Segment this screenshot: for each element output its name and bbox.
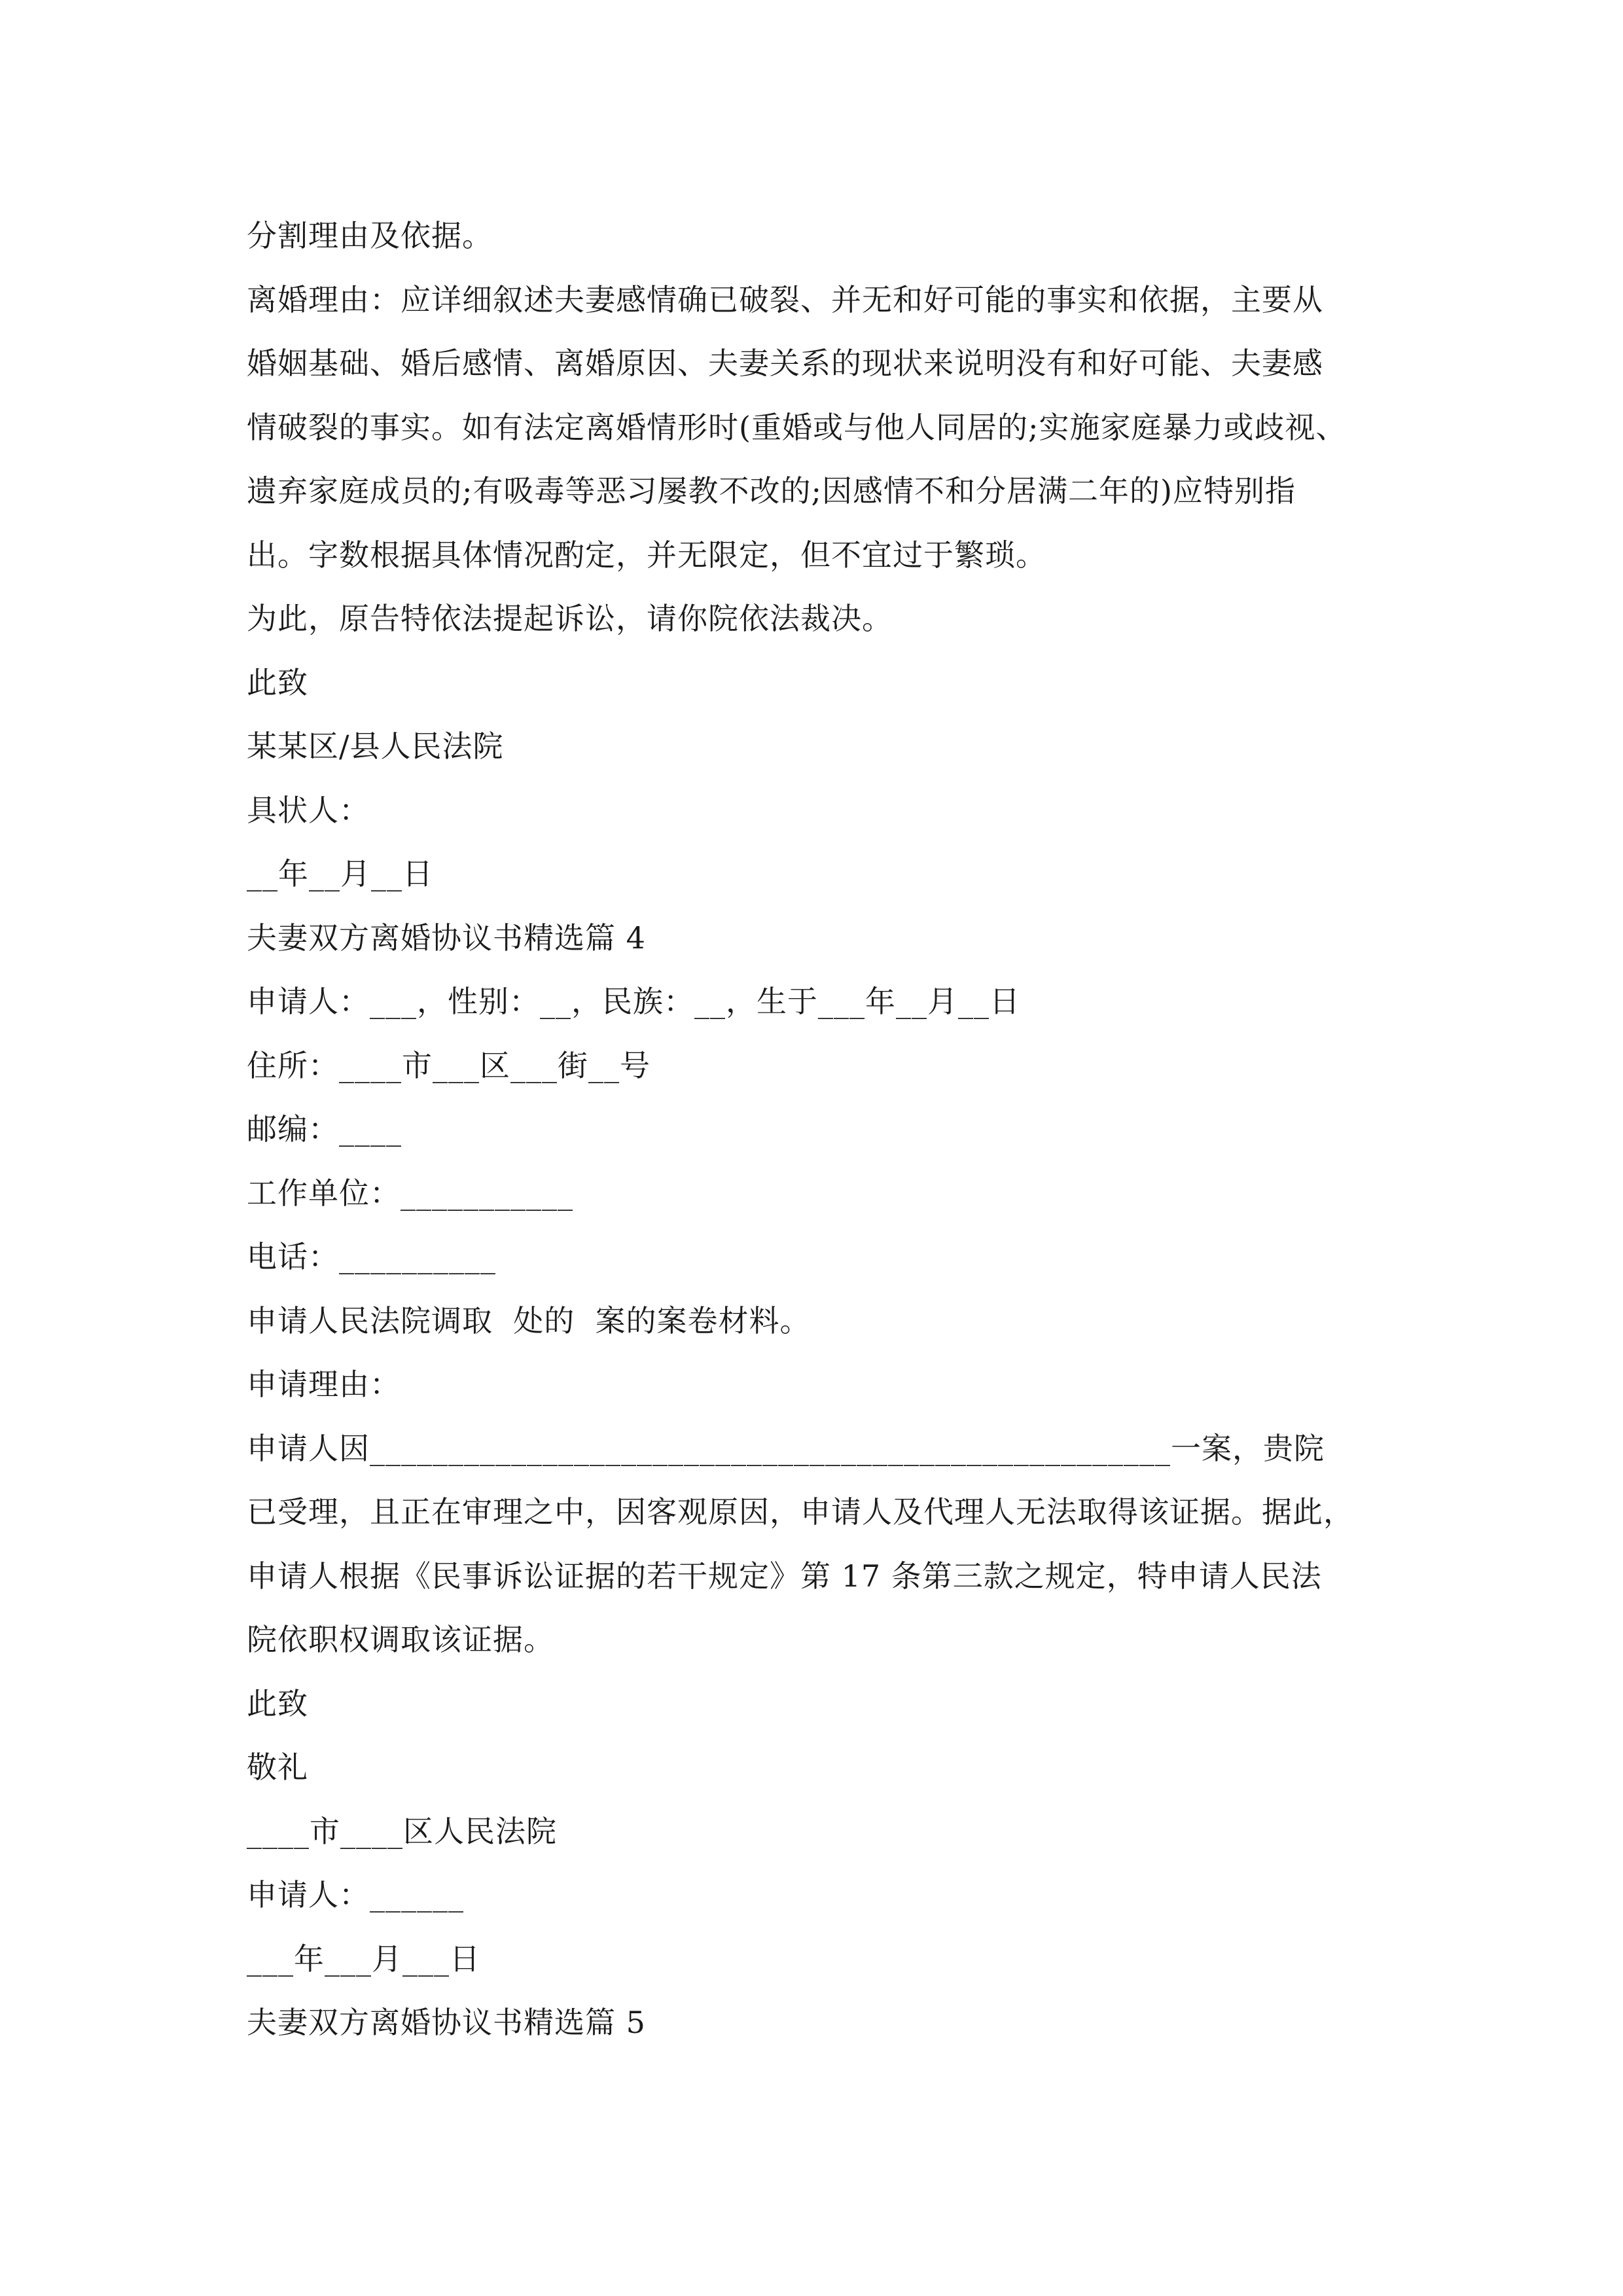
- text-line: 此致: [247, 664, 308, 700]
- text-line: ____市____区人民法院: [247, 1813, 557, 1849]
- text-line: 情破裂的事实。如有法定离婚情形时(重婚或与他人同居的;实施家庭暴力或歧视、: [247, 409, 1347, 445]
- text-line: 申请人民法院调取 处的 案的案卷材料。: [247, 1302, 811, 1338]
- text-line: 住所：____市___区___街__号: [247, 1047, 651, 1083]
- text-line: __年__月__日: [247, 856, 433, 891]
- text-line: 电话：__________: [247, 1239, 496, 1274]
- text-line: 申请人因___________________________________________________一案，贵院: [247, 1430, 1325, 1466]
- text-line: 邮编：____: [247, 1111, 402, 1147]
- text-line: 某某区/县人民法院: [247, 728, 504, 764]
- text-line: 分割理由及依据。: [247, 218, 493, 253]
- text-line: 为此，原告特依法提起诉讼，请你院依法裁决。: [247, 601, 893, 636]
- text-line: 工作单位：___________: [247, 1175, 573, 1211]
- text-line: 离婚理由：应详细叙述夫妻感情确已破裂、并无和好可能的事实和依据，主要从: [247, 281, 1323, 317]
- text-line: 院依职权调取该证据。: [247, 1622, 554, 1657]
- text-line: 申请人根据《民事诉讼证据的若干规定》第 17 条第三款之规定，特申请人民法: [247, 1558, 1322, 1594]
- text-line: 敬礼: [247, 1749, 308, 1785]
- text-line: 此致: [247, 1685, 308, 1721]
- text-line: ___年___月___日: [247, 1941, 480, 1977]
- text-line: 申请理由：: [247, 1367, 401, 1402]
- text-line: 具状人：: [247, 792, 370, 828]
- text-line: 申请人：___，性别：__，民族：__，生于___年__月__日: [247, 984, 1020, 1019]
- section-heading: 夫妻双方离婚协议书精选篇 4: [247, 920, 646, 956]
- text-line: 申请人：______: [247, 1877, 464, 1912]
- text-line: 出。字数根据具体情况酌定，并无限定，但不宜过于繁琐。: [247, 537, 1046, 573]
- document-body: [247, 204, 1379, 2055]
- section-heading: 夫妻双方离婚协议书精选篇 5: [247, 2005, 646, 2040]
- text-line: 遗弃家庭成员的;有吸毒等恶习屡教不改的;因感情不和分居满二年的)应特别指: [247, 473, 1296, 509]
- text-line: 婚姻基础、婚后感情、离婚原因、夫妻关系的现状来说明没有和好可能、夫妻感: [247, 346, 1323, 381]
- text-line: 已受理，且正在审理之中，因客观原因，申请人及代理人无法取得该证据。据此，: [247, 1494, 1354, 1530]
